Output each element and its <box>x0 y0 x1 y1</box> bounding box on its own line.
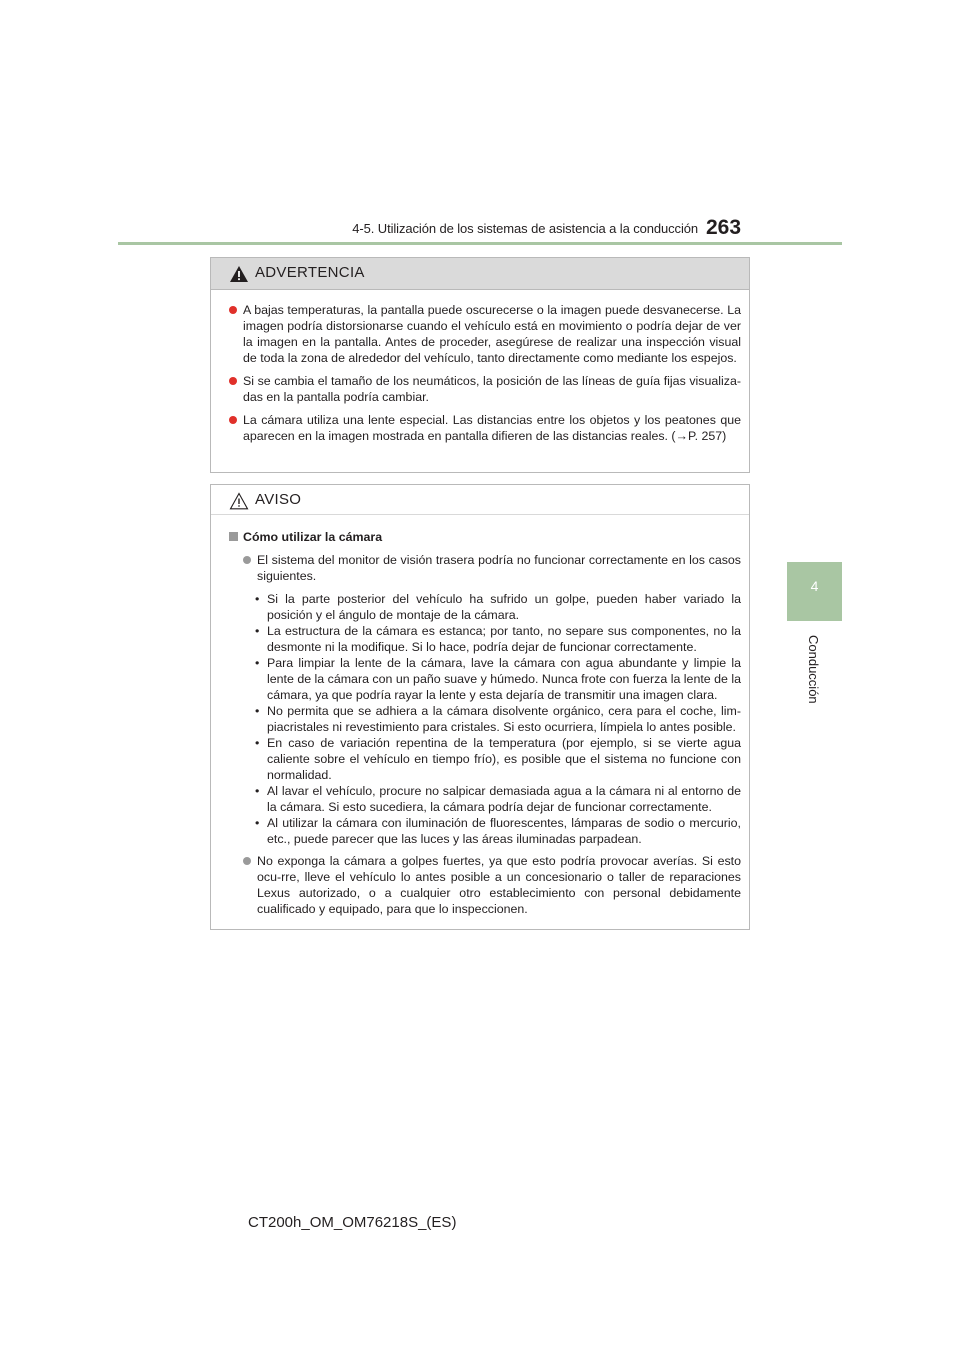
sub-item-text: Para limpiar la lente de la cámara, lave la cámara con agua abundante y limpie la lente de la cámara con un paño suave y húmedo. Nunca frote con fuerza la lente de la cámara, ya que podría rayar la lente y esta dejaría de transmitir una imagen clara. <box>267 656 741 702</box>
notice-item-text: No exponga la cámara a golpes fuertes, ya que esto podría provocar averías. Si esto ocu-rre, lleve el vehículo lo antes posible a un concesionario o taller de reparaciones Lexus autorizado, o a cualquier otro establecimiento con personal debidamente cualificado y equipado, para que lo inspeccionen. <box>257 854 741 916</box>
warning-title: ADVERTENCIA <box>255 264 365 281</box>
notice-heading-text: Cómo utilizar la cámara <box>243 530 383 544</box>
sub-item-text: No permita que se adhiera a la cámara disolvente orgánico, cera para el coche, lim-piacristales ni revestimiento para cristales. Si esto ocurriera, límpiela lo antes posible. <box>267 704 741 734</box>
chapter-number: 4 <box>810 578 819 594</box>
notice-title: AVISO <box>255 491 302 508</box>
sub-list-item: • Para limpiar la lente de la cámara, lave la cámara con agua abundante y limpie la lente de la cámara con un paño suave y húmedo. Nunca frote con fuerza la lente de la cámara, ya que podría rayar la lente y esta dejaría de transmitir una imagen clara. <box>255 656 741 702</box>
notice-header <box>211 485 749 515</box>
notice-sub-list <box>255 591 741 847</box>
warning-triangle-filled-icon <box>229 265 249 283</box>
notice-item-text: El sistema del monitor de visión trasera podría no funcionar correctamente en los casos siguientes. <box>257 553 741 583</box>
warning-triangle-outline-icon <box>229 492 249 510</box>
warning-item-text: Si se cambia el tamaño de los neumáticos, la posición de las líneas de guía fijas visualiza-das en la pantalla podría cambiar. <box>243 374 741 404</box>
warning-box <box>210 257 750 473</box>
bullet-icon <box>229 416 237 424</box>
notice-item <box>243 853 741 917</box>
square-bullet-icon <box>229 532 238 541</box>
warning-item <box>229 373 741 405</box>
sub-item-text: En caso de variación repentina de la temperatura (por ejemplo, si se vierte agua caliente sobre el vehículo en tiempo frío), es posible que el sistema no funcione con normalidad. <box>267 736 741 782</box>
sub-list-item: • En caso de variación repentina de la temperatura (por ejemplo, si se vierte agua caliente sobre el vehículo en tiempo frío), es posible que el sistema no funcione con normalidad. <box>255 736 741 782</box>
chapter-label: Conducción <box>806 635 821 704</box>
sub-list-item: • Al lavar el vehículo, procure no salpicar demasiada agua a la cámara ni al entorno de la cámara. Si esto sucediera, la cámara podría dejar de funcionar correctamente. <box>255 784 741 814</box>
notice-item <box>243 552 741 584</box>
sub-list-item: • No permita que se adhiera a la cámara disolvente orgánico, cera para el coche, lim-piacristales ni revestimiento para cristales. Si esto ocurriera, límpiela lo antes posible. <box>255 704 741 734</box>
warning-item-text: La cámara utiliza una lente especial. Las distancias entre los objetos y los peatones que aparecen en la imagen mostrada en pantalla difieren de las distancias reales. (→P. 257) <box>243 413 741 443</box>
bullet-icon <box>229 377 237 385</box>
header-divider <box>118 242 842 245</box>
section-title: 4-5. Utilización de los sistemas de asistencia a la conducción <box>352 221 698 236</box>
sub-item-text: La estructura de la cámara es estanca; por tanto, no separe sus componentes, no la desmonte ni la modifique. Si lo hace, podría dejar de funcionar correctamente. <box>267 624 741 654</box>
document-code: CT200h_OM_OM76218S_(ES) <box>248 1214 457 1231</box>
notice-body <box>229 529 741 924</box>
sub-list-item: • Al utilizar la cámara con iluminación de fluorescentes, lámparas de sodio o mercurio, etc., puede parecer que las luces y las áreas iluminadas parpadean. <box>255 816 741 846</box>
warning-item-text: A bajas temperaturas, la pantalla puede oscurecerse o la imagen puede desvanecerse. La imagen podría distorsionarse cuando el vehículo está en movimiento o podría dejar de ver la imagen en la pantalla. Antes de proceder, asegúrese de realizar una inspección visual de toda la zona de alrededor del vehículo, tanto directamente como mediante los espejos. <box>243 303 741 365</box>
sub-item-text: Al lavar el vehículo, procure no salpicar demasiada agua a la cámara ni al entorno de la cámara. Si esto sucediera, la cámara podría dejar de funcionar correctamente. <box>267 784 741 814</box>
bullet-icon <box>243 556 251 564</box>
warning-item <box>229 412 741 444</box>
notice-heading <box>229 529 741 545</box>
page-number: 263 <box>706 216 742 239</box>
warning-body <box>229 302 741 451</box>
warning-header <box>211 258 749 290</box>
warning-item <box>229 302 741 366</box>
sub-list-item: • La estructura de la cámara es estanca; por tanto, no separe sus componentes, no la desmonte ni la modifique. Si lo hace, podría dejar de funcionar correctamente. <box>255 624 741 654</box>
sub-item-text: Al utilizar la cámara con iluminación de fluorescentes, lámparas de sodio o mercurio, etc., puede parecer que las luces y las áreas iluminadas parpadean. <box>267 816 741 846</box>
bullet-icon <box>229 306 237 314</box>
sub-list-item: • Si la parte posterior del vehículo ha sufrido un golpe, pueden haber variado la posición y el ángulo de montaje de la cámara. <box>255 592 741 622</box>
bullet-icon <box>243 857 251 865</box>
notice-box <box>210 484 750 930</box>
sub-item-text: Si la parte posterior del vehículo ha sufrido un golpe, pueden haber variado la posición y el ángulo de montaje de la cámara. <box>267 592 741 622</box>
